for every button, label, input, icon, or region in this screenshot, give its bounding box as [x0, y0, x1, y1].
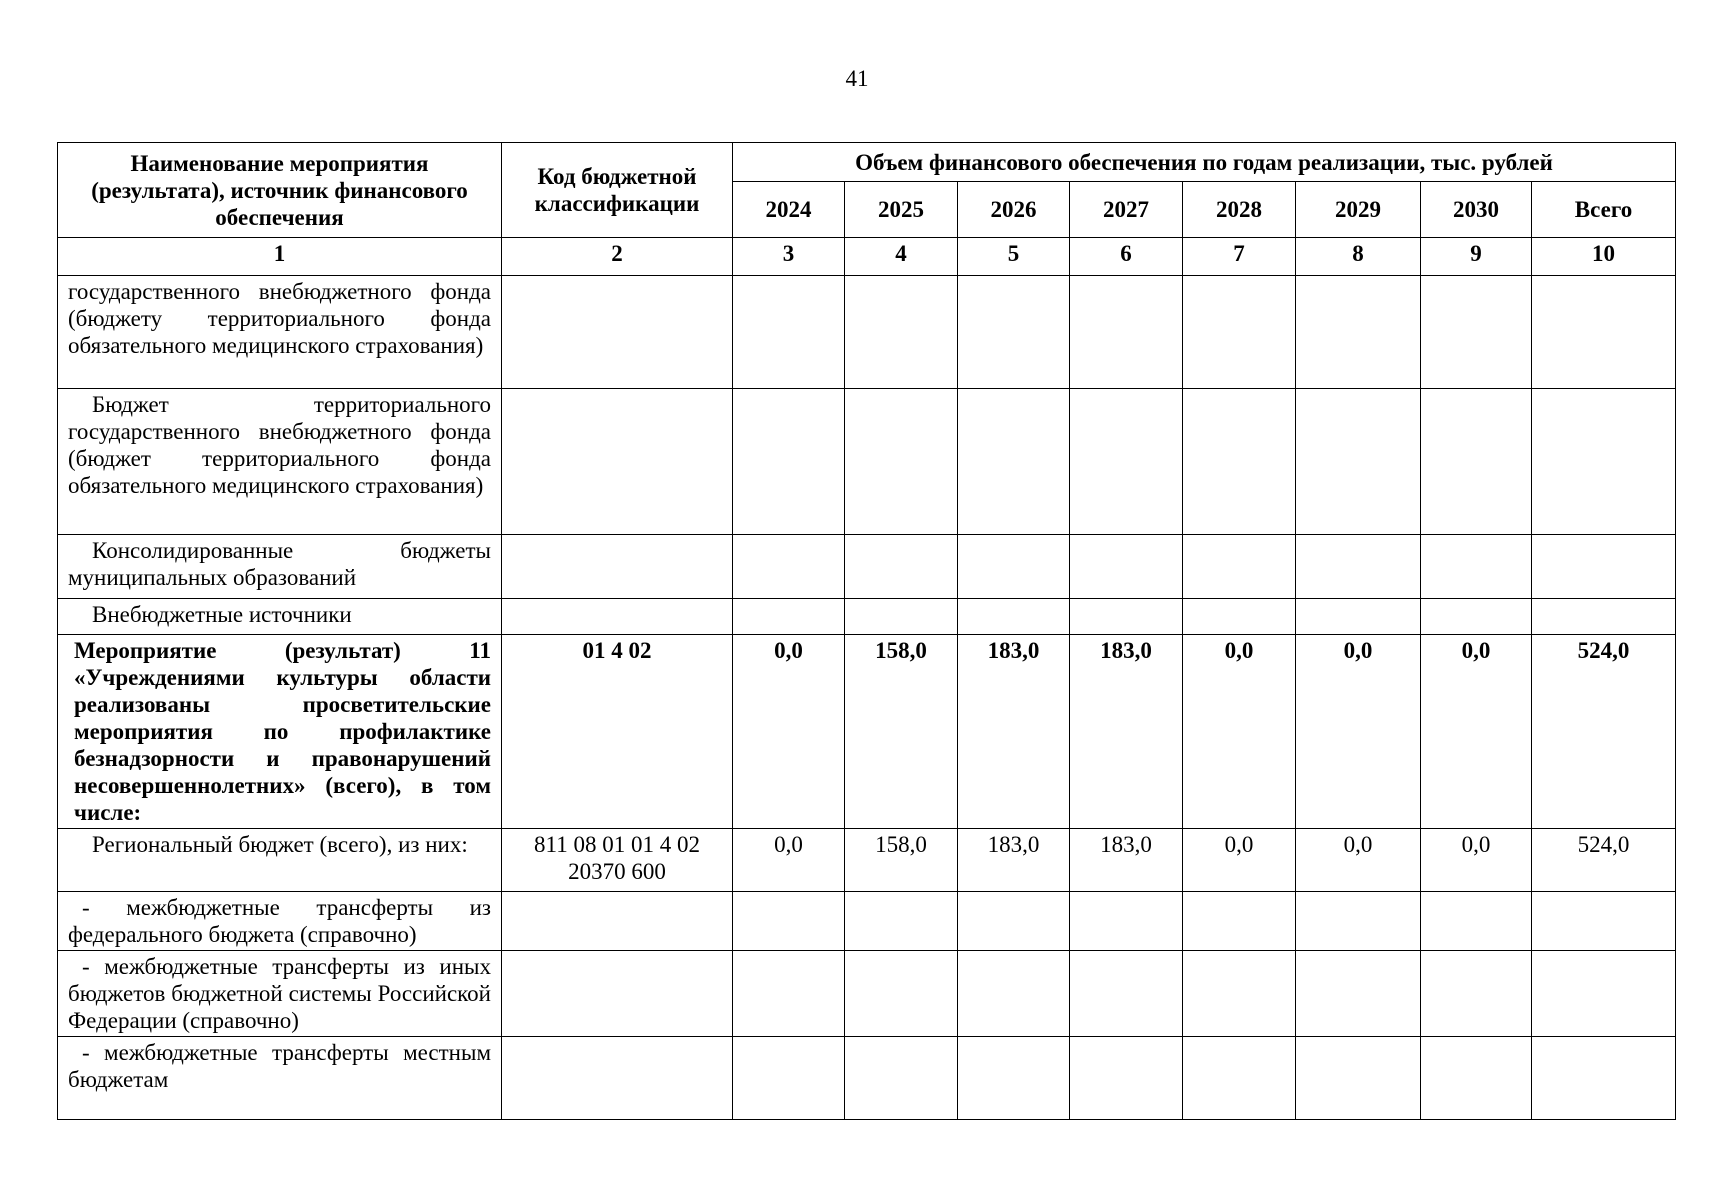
row-value: 524,0: [1532, 829, 1676, 892]
row-value: [845, 389, 958, 535]
row-name: Региональный бюджет (всего), из них:: [58, 829, 502, 892]
row-value: [733, 535, 845, 599]
row-code: [502, 535, 733, 599]
row-value: [733, 892, 845, 951]
row-value: [1421, 535, 1532, 599]
row-value: [1532, 892, 1676, 951]
row-code: [502, 276, 733, 389]
row-value: 158,0: [845, 635, 958, 829]
row-value: [1532, 599, 1676, 635]
row-value: [1183, 599, 1296, 635]
column-number: 3: [733, 238, 845, 276]
row-name: Бюджет территориального государственного внебюджетного фонда (бюджет территориального фонда обязательного медицинского страхования): [58, 389, 502, 535]
row-value: [1070, 599, 1183, 635]
row-code: [502, 1037, 733, 1120]
column-number: 1: [58, 238, 502, 276]
row-value: [1296, 389, 1421, 535]
row-value: [958, 599, 1070, 635]
row-value: [958, 535, 1070, 599]
header-total: Всего: [1532, 182, 1676, 238]
table-row: [58, 389, 1676, 535]
page-number: 41: [845, 66, 869, 91]
row-code: 811 08 01 01 4 02 20370 600: [502, 829, 733, 892]
row-value: 183,0: [1070, 635, 1183, 829]
row-value: 183,0: [958, 635, 1070, 829]
row-value: 0,0: [1183, 635, 1296, 829]
row-value: [1532, 276, 1676, 389]
row-value: [1183, 1037, 1296, 1120]
header-year: 2029: [1296, 182, 1421, 238]
row-value: [845, 1037, 958, 1120]
row-value: [733, 389, 845, 535]
row-code: [502, 951, 733, 1037]
column-number: 10: [1532, 238, 1676, 276]
row-value: [958, 389, 1070, 535]
row-value: [1183, 892, 1296, 951]
row-value: [845, 535, 958, 599]
table-row: [58, 892, 1676, 951]
row-value: 183,0: [1070, 829, 1183, 892]
row-value: [1070, 276, 1183, 389]
row-value: [1421, 599, 1532, 635]
row-value: 0,0: [733, 829, 845, 892]
table-row: [58, 599, 1676, 635]
row-value: [1070, 1037, 1183, 1120]
row-value: 0,0: [733, 635, 845, 829]
row-value: [733, 1037, 845, 1120]
table-row: [58, 635, 1676, 829]
column-number: 6: [1070, 238, 1183, 276]
row-value: 183,0: [958, 829, 1070, 892]
row-value: [1183, 951, 1296, 1037]
header-year: 2025: [845, 182, 958, 238]
column-number: 2: [502, 238, 733, 276]
row-value: 0,0: [1183, 829, 1296, 892]
row-code: [502, 892, 733, 951]
row-value: [1421, 389, 1532, 535]
row-value: [958, 951, 1070, 1037]
row-value: [1070, 892, 1183, 951]
row-value: [1296, 892, 1421, 951]
row-value: [733, 599, 845, 635]
row-value: [1421, 1037, 1532, 1120]
financing-table: [57, 142, 1676, 1120]
row-value: [958, 276, 1070, 389]
row-name: государственного внебюджетного фонда (бюджету территориального фонда обязательного медицинского страхования): [58, 276, 502, 389]
header-year: 2026: [958, 182, 1070, 238]
column-number: 5: [958, 238, 1070, 276]
row-value: [845, 599, 958, 635]
row-name: - межбюджетные трансферты из федерального бюджета (справочно): [58, 892, 502, 951]
row-value: [1183, 535, 1296, 599]
row-code: [502, 599, 733, 635]
header-year: 2027: [1070, 182, 1183, 238]
row-value: 158,0: [845, 829, 958, 892]
row-name: Внебюджетные источники: [58, 599, 502, 635]
row-code: 01 4 02: [502, 635, 733, 829]
row-value: [1070, 535, 1183, 599]
header-year: 2030: [1421, 182, 1532, 238]
column-number: 7: [1183, 238, 1296, 276]
row-value: [1070, 389, 1183, 535]
row-value: [1296, 599, 1421, 635]
header-row-1: [58, 143, 1676, 182]
row-value: 524,0: [1532, 635, 1676, 829]
row-value: [1296, 951, 1421, 1037]
table-row: [58, 829, 1676, 892]
header-code: Код бюджетной классификации: [502, 143, 733, 238]
row-value: [1183, 276, 1296, 389]
row-value: [845, 276, 958, 389]
column-number: 8: [1296, 238, 1421, 276]
column-numbers-row: [58, 238, 1676, 276]
row-value: [1296, 276, 1421, 389]
row-value: [1183, 389, 1296, 535]
row-code: [502, 389, 733, 535]
row-name: Консолидированные бюджеты муниципальных образований: [58, 535, 502, 599]
row-value: 0,0: [1296, 829, 1421, 892]
column-number: 9: [1421, 238, 1532, 276]
row-value: [1532, 535, 1676, 599]
row-value: [1421, 276, 1532, 389]
row-name: - межбюджетные трансферты из иных бюджетов бюджетной системы Российской Федерации (справочно): [58, 951, 502, 1037]
row-value: [1421, 951, 1532, 1037]
row-value: [1296, 535, 1421, 599]
row-value: [733, 276, 845, 389]
table-row: [58, 951, 1676, 1037]
row-value: [845, 892, 958, 951]
header-name: Наименование мероприятия (результата), источник финансового обеспечения: [58, 143, 502, 238]
row-value: [733, 951, 845, 1037]
row-value: [1532, 951, 1676, 1037]
row-value: [958, 892, 1070, 951]
row-value: [1421, 892, 1532, 951]
table-row: [58, 1037, 1676, 1120]
column-number: 4: [845, 238, 958, 276]
row-name: - межбюджетные трансферты местным бюджетам: [58, 1037, 502, 1120]
row-value: 0,0: [1296, 635, 1421, 829]
header-year: 2028: [1183, 182, 1296, 238]
header-volume: Объем финансового обеспечения по годам реализации, тыс. рублей: [733, 143, 1676, 182]
table-row: [58, 276, 1676, 389]
row-value: [845, 951, 958, 1037]
row-value: [1296, 1037, 1421, 1120]
row-value: [1070, 951, 1183, 1037]
row-name: Мероприятие (результат) 11 «Учреждениями культуры области реализованы просветительские мероприятия по профилактике безнадзорности и правонарушений несовершеннолетних» (всего), в том числе:: [58, 635, 502, 829]
header-year: 2024: [733, 182, 845, 238]
table-row: [58, 535, 1676, 599]
row-value: [1532, 1037, 1676, 1120]
row-value: 0,0: [1421, 829, 1532, 892]
row-value: [958, 1037, 1070, 1120]
row-value: 0,0: [1421, 635, 1532, 829]
row-value: [1532, 389, 1676, 535]
